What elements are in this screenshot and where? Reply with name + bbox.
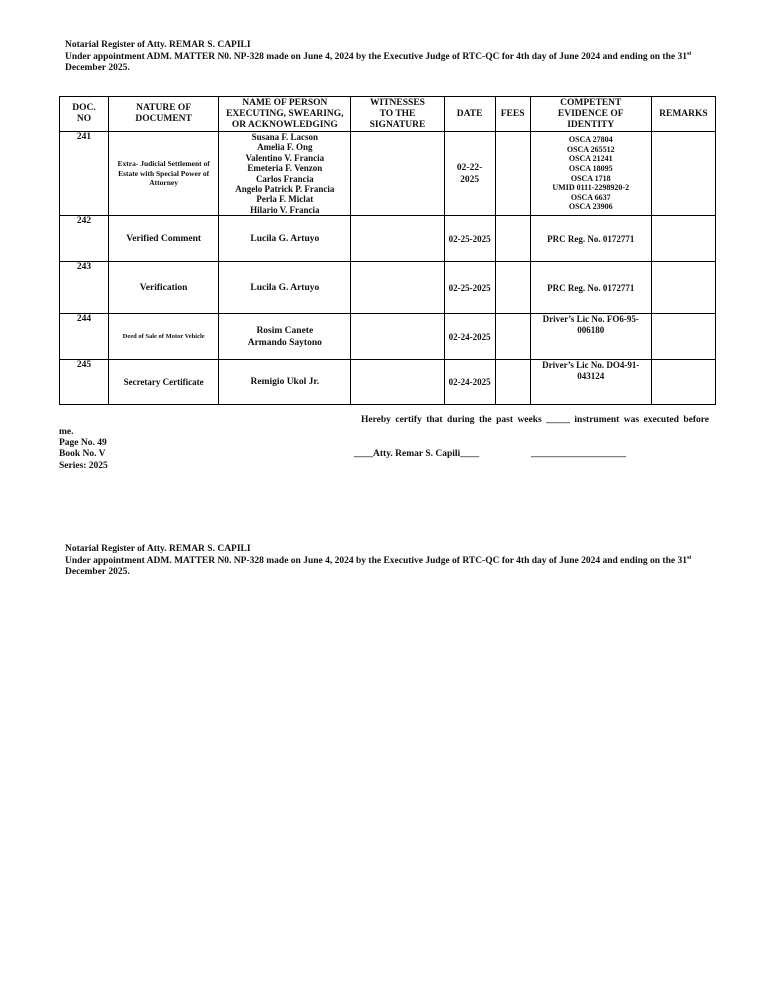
col-header-doc-no: DOC. NO — [60, 97, 109, 132]
book-number: Book No. V — [59, 449, 106, 459]
appointment-end: December 2025. — [65, 567, 130, 577]
table-row — [60, 132, 716, 216]
fees-cell — [495, 132, 530, 216]
notarial-register-table — [59, 96, 716, 405]
table-row — [60, 216, 716, 262]
witnesses-cell — [351, 132, 444, 216]
col-header-witnesses: WITNESSES TO THE SIGNATURE — [351, 97, 444, 132]
remarks-cell — [651, 216, 715, 262]
date-cell: 02-24-2025 — [444, 314, 495, 360]
register-header — [65, 40, 725, 75]
fees-cell — [495, 360, 530, 405]
appointment-line: Under appointment ADM. MATTER N0. NP-328 made on June 4, 2024 by the Executive Judge of RTC-QC for 4th day of June 2024 and ending on the 31st — [65, 50, 692, 62]
col-header-name: NAME OF PERSON EXECUTING, SWEARING, OR ACKNOWLEDGING — [219, 97, 351, 132]
witnesses-cell — [351, 262, 444, 314]
doc-no-cell: 241 — [60, 132, 109, 216]
series-year: Series: 2025 — [59, 461, 108, 471]
fees-cell — [495, 262, 530, 314]
doc-no-cell: 245 — [60, 360, 109, 405]
doc-no-cell: 244 — [60, 314, 109, 360]
table-row — [60, 360, 716, 405]
nature-cell: Deed of Sale of Motor Vehicle — [109, 314, 219, 360]
remarks-cell — [651, 360, 715, 405]
appointment-end: December 2025. — [65, 63, 130, 73]
register-title: Notarial Register of Atty. REMAR S. CAPILI — [65, 40, 251, 50]
evidence-cell: PRC Reg. No. 0172771 — [530, 262, 651, 314]
register-header-2 — [65, 544, 725, 579]
certification-text: Hereby certify that during the past weeks _____ instrument was executed before — [361, 415, 709, 425]
table-row — [60, 262, 716, 314]
col-header-remarks: REMARKS — [651, 97, 715, 132]
doc-no-cell: 243 — [60, 262, 109, 314]
fees-cell — [495, 216, 530, 262]
nature-cell: Secretary Certificate — [109, 360, 219, 405]
date-cell: 02-24-2025 — [444, 360, 495, 405]
evidence-cell: Driver’s Lic No. DO4-91- 043124 — [530, 360, 651, 405]
certification-end: me. — [59, 427, 74, 437]
evidence-cell: OSCA 27804 OSCA 265512 OSCA 21241 OSCA 18095 OSCA 1718 UMID 0111-2298920-2 OSCA 6637 OSCA 23906 — [530, 132, 651, 216]
names-cell: Lucila G. Artuyo — [219, 216, 351, 262]
remarks-cell — [651, 132, 715, 216]
remarks-cell — [651, 262, 715, 314]
col-header-evidence: COMPETENT EVIDENCE OF IDENTITY — [530, 97, 651, 132]
nature-cell: Verification — [109, 262, 219, 314]
names-cell: Susana F. Lacson Amelia F. Ong Valentino V. Francia Emeteria F. Venzon Carlos Francia Angelo Patrick P. Francia Perla F. Miclat Hilario V. Francia — [219, 132, 351, 216]
evidence-cell: Driver’s Lic No. FO6-95- 006180 — [530, 314, 651, 360]
blank-signature-line: ____________________ — [531, 449, 626, 459]
col-header-fees: FEES — [495, 97, 530, 132]
names-cell: Remigio Ukol Jr. — [219, 360, 351, 405]
witnesses-cell — [351, 216, 444, 262]
date-cell: 02-25-2025 — [444, 262, 495, 314]
fees-cell — [495, 314, 530, 360]
evidence-cell: PRC Reg. No. 0172771 — [530, 216, 651, 262]
appointment-line: Under appointment ADM. MATTER N0. NP-328 made on June 4, 2024 by the Executive Judge of RTC-QC for 4th day of June 2024 and ending on the 31st — [65, 554, 692, 566]
date-cell: 02-22-2025 — [444, 132, 495, 216]
col-header-nature: NATURE OF DOCUMENT — [109, 97, 219, 132]
names-cell: Rosim Canete Armando Saytono — [219, 314, 351, 360]
page-number: Page No. 49 — [59, 438, 107, 448]
names-cell: Lucila G. Artuyo — [219, 262, 351, 314]
doc-no-cell: 242 — [60, 216, 109, 262]
nature-cell: Extra- Judicial Settlement of Estate with Special Power of Attorney — [109, 132, 219, 216]
witnesses-cell — [351, 360, 444, 405]
table-row — [60, 314, 716, 360]
witnesses-cell — [351, 314, 444, 360]
register-title: Notarial Register of Atty. REMAR S. CAPILI — [65, 544, 251, 554]
nature-cell: Verified Comment — [109, 216, 219, 262]
table-header-row — [60, 97, 716, 132]
date-cell: 02-25-2025 — [444, 216, 495, 262]
notary-signature-line: ____Atty. Remar S. Capili____ — [354, 449, 480, 459]
col-header-date: DATE — [444, 97, 495, 132]
remarks-cell — [651, 314, 715, 360]
